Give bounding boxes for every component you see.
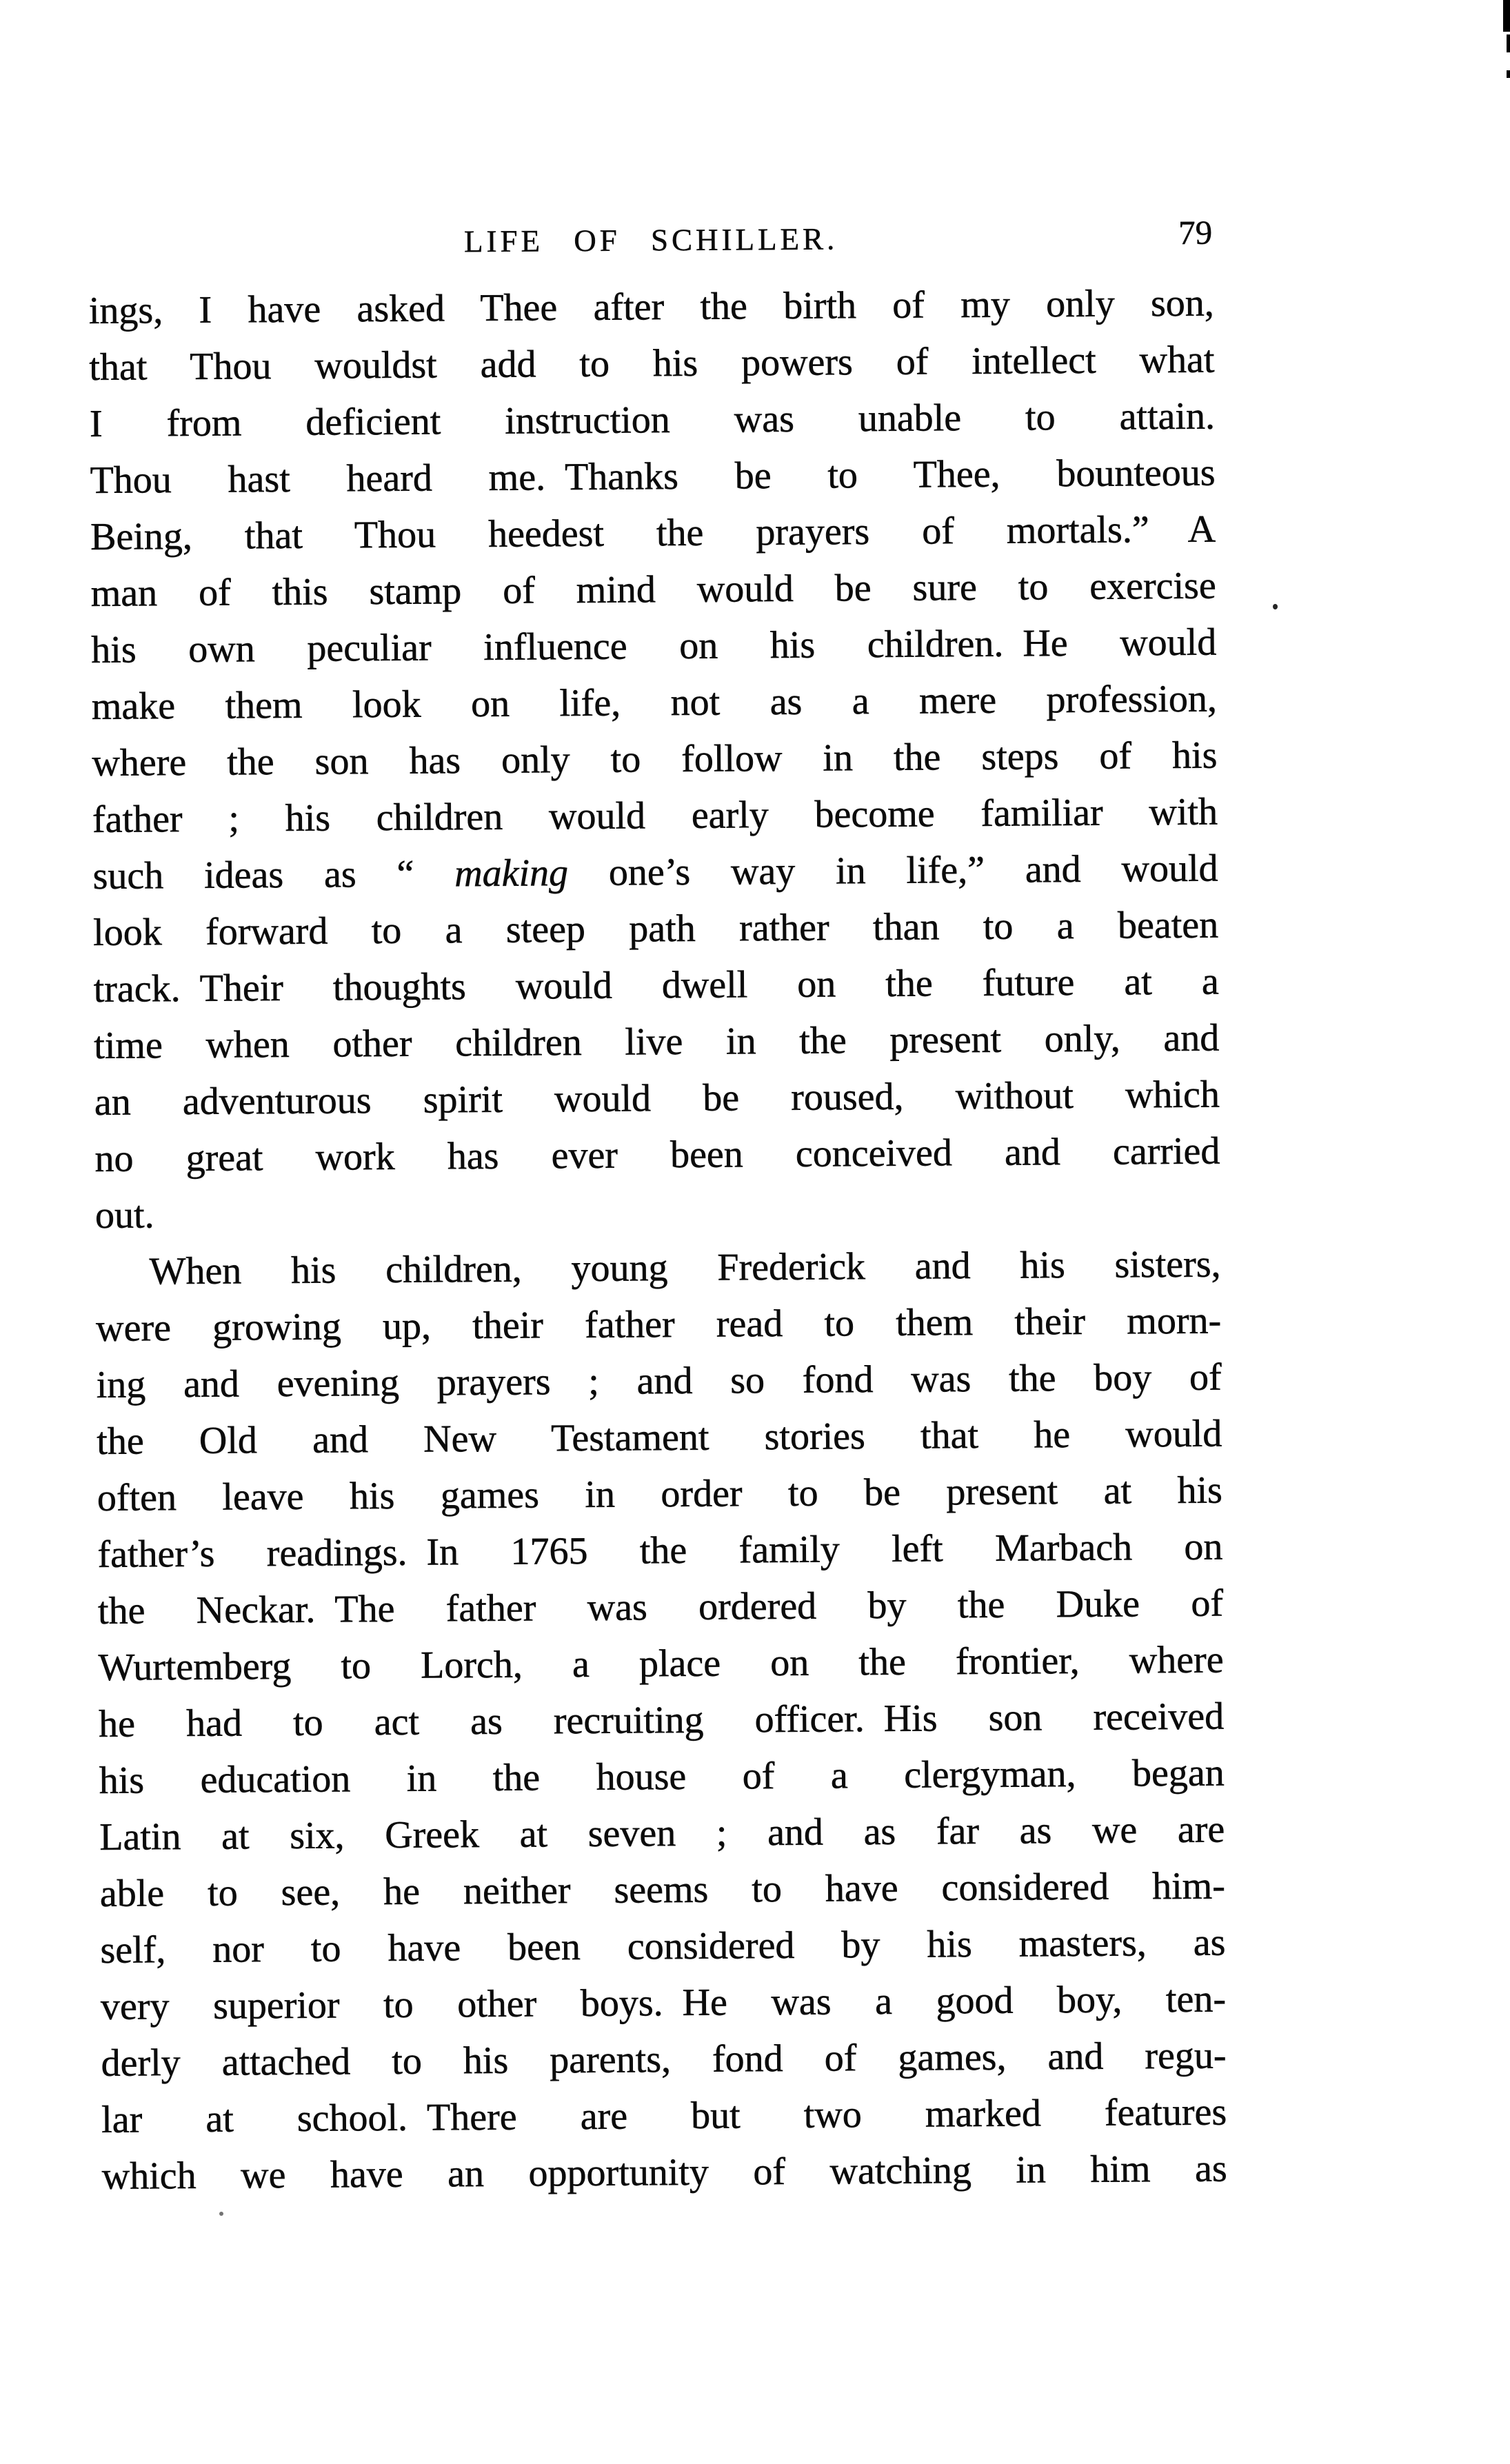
text-segment: an adventurous spirit would be roused, without which: [94, 1073, 1220, 1124]
text-line: [92, 671, 1218, 735]
text-line: [101, 2028, 1227, 2092]
text-segment: one’s way in life,” and would: [567, 847, 1218, 895]
ink-speck: [1273, 604, 1278, 609]
text-line: [100, 1858, 1226, 1922]
text-segment: were growing up, their father read to them their morn-: [95, 1299, 1222, 1350]
italic-word: making: [454, 851, 569, 896]
text-segment: lar at school. There are but two marked features: [101, 2090, 1227, 2141]
text-segment: the Old and New Testament stories that he would: [97, 1412, 1222, 1463]
text-segment: that Thou wouldst add to his powers of intellect what: [89, 338, 1215, 389]
text-segment: When his children, young Frederick and his sisters,: [149, 1242, 1221, 1293]
text-segment: make them look on life, not as a mere profession,: [91, 677, 1218, 728]
text-line: [92, 727, 1218, 791]
text-segment: Being, that Thou heedest the prayers of mortals.” A: [90, 507, 1216, 558]
text-segment: very superior to other boys. He was a good boy, ten-: [100, 1977, 1227, 2028]
text-line: [98, 1632, 1224, 1696]
text-segment: Latin at six, Greek at seven ; and as far as we are: [99, 1808, 1225, 1859]
text-segment: out.: [94, 1193, 154, 1237]
text-segment: no great work has ever been conceived and carried: [94, 1129, 1220, 1180]
text-line: [99, 1688, 1225, 1753]
text-line: [101, 1971, 1227, 2035]
text-line: [93, 953, 1219, 1018]
ink-speck: [219, 2212, 223, 2216]
text-line: [90, 388, 1216, 452]
text-line: [94, 1067, 1220, 1131]
text-line: [89, 275, 1215, 339]
text-segment: look forward to a steep path rather than to a beaten: [92, 903, 1219, 954]
text-segment: father’s readings. In 1765 the family left Marbach on: [97, 1525, 1223, 1576]
text-line: [97, 1406, 1222, 1470]
text-line: [96, 1349, 1222, 1413]
edge-mark: [1503, 0, 1510, 32]
text-segment: he had to act as recruiting officer. His son received: [98, 1695, 1225, 1746]
text-line: [101, 2084, 1227, 2148]
text-line: [92, 840, 1218, 905]
text-segment: his own peculiar influence on his children. He would: [91, 620, 1217, 671]
text-line: [90, 445, 1216, 509]
text-line: [95, 1236, 1221, 1300]
text-line: [100, 1915, 1226, 1979]
page-content: [88, 213, 1227, 2198]
text-line: [96, 1293, 1222, 1357]
text-segment: the Neckar. The father was ordered by the Duke of: [97, 1582, 1224, 1633]
text-segment: self, nor to have been considered by his masters, as: [100, 1921, 1226, 1972]
text-line: [94, 1123, 1220, 1187]
text-line: [90, 501, 1216, 565]
page-header: [88, 213, 1214, 267]
text-segment: his education in the house of a clergyman, began: [99, 1751, 1225, 1802]
text-line: [92, 784, 1218, 848]
page-body-text: [89, 275, 1227, 2205]
text-line: [99, 1745, 1225, 1809]
text-line: [90, 558, 1216, 622]
text-segment: where the son has only to follow in the steps of his: [92, 734, 1218, 785]
text-segment: father ; his children would early become familiar with: [92, 790, 1218, 841]
text-line: [97, 1519, 1223, 1583]
text-segment: which we have an opportunity of watching in him as: [101, 2147, 1227, 2198]
text-segment: able to see, he neither seems to have considered him-: [99, 1864, 1226, 1915]
text-line: [95, 1180, 1221, 1244]
text-line: [91, 614, 1217, 678]
text-line: [101, 2141, 1227, 2205]
text-segment: such ideas as “: [92, 852, 455, 898]
text-segment: man of this stamp of mind would be sure to exercise: [90, 564, 1216, 615]
text-line: [97, 1462, 1223, 1526]
edge-mark: [1507, 34, 1510, 52]
text-segment: often leave his games in order to be present at his: [97, 1468, 1223, 1519]
text-segment: Wurtemberg to Lorch, a place on the frontier, where: [98, 1638, 1224, 1689]
page-number: 79: [1178, 213, 1213, 252]
running-title: LIFE OF SCHILLER.: [463, 221, 838, 259]
text-line: [99, 1801, 1225, 1866]
text-segment: time when other children live in the present only, and: [94, 1016, 1220, 1067]
text-segment: Thou hast heard me. Thanks be to Thee, bounteous: [90, 451, 1216, 502]
text-segment: track. Their thoughts would dwell on the future at a: [93, 960, 1219, 1011]
text-segment: I from deficient instruction was unable to attain.: [89, 394, 1216, 445]
text-line: [89, 332, 1215, 396]
text-line: [98, 1575, 1224, 1639]
edge-mark: [1507, 70, 1510, 78]
text-line: [93, 897, 1219, 961]
text-line: [94, 1010, 1220, 1074]
text-segment: derly attached to his parents, fond of games, and regu-: [101, 2034, 1227, 2085]
text-segment: ing and evening prayers ; and so fond was the boy of: [96, 1355, 1222, 1406]
text-segment: ings, I have asked Thee after the birth of my only son,: [88, 281, 1215, 332]
